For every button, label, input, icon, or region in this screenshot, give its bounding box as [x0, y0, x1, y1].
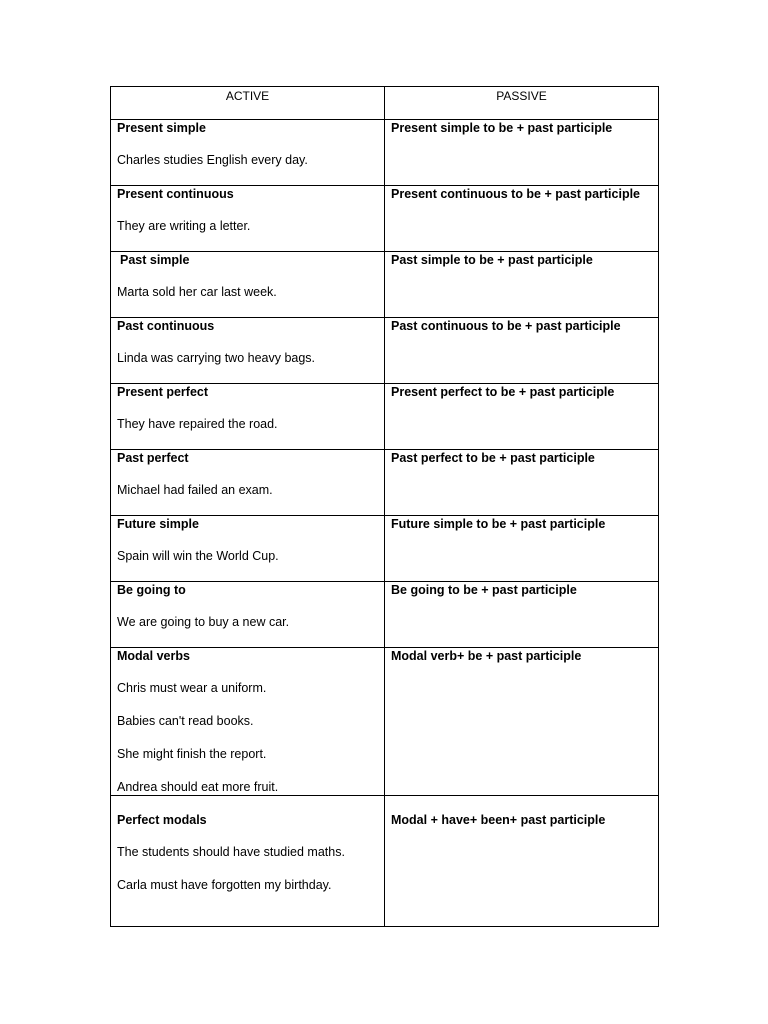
tense-name: Future simple — [117, 517, 199, 531]
example-sentence: Charles studies English every day. — [117, 153, 308, 167]
table-row-present-continuous — [111, 186, 659, 252]
passive-rule: Present perfect to be + past participle — [391, 385, 615, 399]
table-row-present-perfect — [111, 384, 659, 450]
example-sentence: Carla must have forgotten my birthday. — [117, 878, 332, 892]
passive-rule: Be going to be + past participle — [391, 583, 577, 597]
passive-rule: Modal + have+ been+ past participle — [391, 813, 606, 827]
active-cell — [111, 120, 385, 186]
tense-name: Present simple — [117, 121, 206, 135]
passive-rule: Modal verb+ be + past participle — [391, 649, 582, 663]
tense-name: Past simple — [120, 253, 190, 267]
passive-cell — [385, 384, 659, 450]
table-row-past-perfect — [111, 450, 659, 516]
active-cell — [111, 450, 385, 516]
passive-cell — [385, 516, 659, 582]
tense-name: Be going to — [117, 583, 186, 597]
example-sentence: Marta sold her car last week. — [117, 285, 277, 299]
example-sentence: We are going to buy a new car. — [117, 615, 290, 629]
active-cell — [111, 648, 385, 796]
passive-cell — [385, 450, 659, 516]
example-sentence: Chris must wear a uniform. — [117, 681, 267, 695]
passive-rule: Past simple to be + past participle — [391, 253, 593, 267]
passive-cell — [385, 252, 659, 318]
tense-name: Past continuous — [117, 319, 215, 333]
passive-rule: Present simple to be + past participle — [391, 121, 613, 135]
passive-rule: Present continuous to be + past participle — [391, 187, 641, 201]
active-cell — [111, 318, 385, 384]
passive-rule: Past continuous to be + past participle — [391, 319, 621, 333]
example-sentence: Andrea should eat more fruit. — [117, 780, 279, 794]
tense-name: Perfect modals — [117, 813, 207, 827]
table-row-future-simple — [111, 516, 659, 582]
passive-cell — [385, 318, 659, 384]
active-cell — [111, 582, 385, 648]
tense-name: Past perfect — [117, 451, 189, 465]
active-cell — [111, 796, 385, 927]
example-sentence: Babies can't read books. — [117, 714, 254, 728]
active-passive-table — [110, 86, 659, 927]
example-sentence: She might finish the report. — [117, 747, 267, 761]
example-sentence: Michael had failed an exam. — [117, 483, 273, 497]
table-row-past-continuous — [111, 318, 659, 384]
table-row-past-simple — [111, 252, 659, 318]
passive-cell — [385, 796, 659, 927]
table-row-be-going-to — [111, 582, 659, 648]
tense-name: Modal verbs — [117, 649, 190, 663]
passive-rule: Past perfect to be + past participle — [391, 451, 595, 465]
example-sentence: The students should have studied maths. — [117, 845, 345, 859]
active-cell — [111, 186, 385, 252]
table-row-present-simple — [111, 120, 659, 186]
table-row-perfect-modals — [111, 796, 659, 927]
example-sentence: They have repaired the road. — [117, 417, 278, 431]
passive-cell — [385, 582, 659, 648]
passive-cell — [385, 120, 659, 186]
example-sentence: Linda was carrying two heavy bags. — [117, 351, 316, 365]
active-cell — [111, 252, 385, 318]
header-active: ACTIVE — [111, 87, 385, 120]
passive-rule: Future simple to be + past participle — [391, 517, 606, 531]
active-cell — [111, 384, 385, 450]
example-sentence: They are writing a letter. — [117, 219, 251, 233]
table-row-modal-verbs — [111, 648, 659, 796]
table-header-row — [111, 87, 659, 120]
passive-cell — [385, 648, 659, 796]
tense-name: Present perfect — [117, 385, 209, 399]
active-cell — [111, 516, 385, 582]
passive-cell — [385, 186, 659, 252]
header-passive: PASSIVE — [385, 87, 659, 120]
tense-name: Present continuous — [117, 187, 234, 201]
example-sentence: Spain will win the World Cup. — [117, 549, 279, 563]
